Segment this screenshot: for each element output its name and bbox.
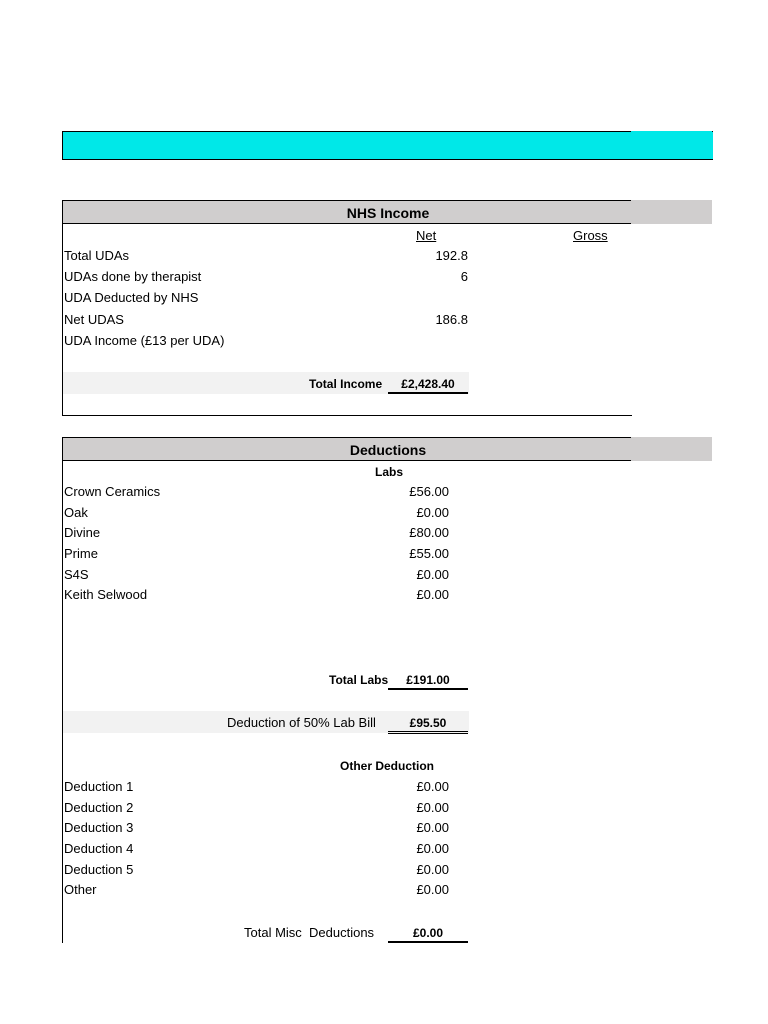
deductions-left-border <box>62 461 63 943</box>
row-label: UDA Income (£13 per UDA) <box>64 333 225 348</box>
other-label: Deduction 4 <box>64 841 134 856</box>
nhs-income-bottom-border <box>62 415 632 416</box>
deductions-header <box>62 437 712 461</box>
lab-value: £0.00 <box>416 505 449 520</box>
lab-label: Prime <box>64 546 98 561</box>
lab-label: Keith Selwood <box>64 587 148 602</box>
row-net-value: 192.8 <box>435 248 468 263</box>
other-value: £0.00 <box>416 820 449 835</box>
lab-label: Oak <box>64 505 88 520</box>
other-label: Deduction 2 <box>64 800 134 815</box>
other-value: £0.00 <box>416 800 449 815</box>
total-labs-value: £191.00 <box>388 673 468 690</box>
lab-value: £80.00 <box>409 525 449 540</box>
col-net-header: Net <box>416 228 437 243</box>
other-value: £0.00 <box>416 841 449 856</box>
other-label: Deduction 5 <box>64 862 134 877</box>
deductions-header-extension <box>631 437 712 461</box>
total-misc-label: Total Misc Deductions <box>244 925 375 940</box>
title-banner <box>62 131 713 160</box>
deductions-title: Deductions <box>349 442 427 458</box>
lab-value: £0.00 <box>416 587 449 602</box>
lab-value: £56.00 <box>409 484 449 499</box>
total-income-label: Total Income <box>309 377 383 391</box>
other-label: Deduction 3 <box>64 820 134 835</box>
lab-deduction-label: Deduction of 50% Lab Bill <box>227 715 376 730</box>
other-value: £0.00 <box>416 862 449 877</box>
nhs-income-header <box>62 200 712 224</box>
labs-heading: Labs <box>375 465 404 479</box>
other-value: £0.00 <box>416 882 449 897</box>
row-label: Net UDAS <box>64 312 124 327</box>
total-misc-value: £0.00 <box>388 926 468 943</box>
col-gross-header: Gross <box>573 228 608 243</box>
lab-value: £0.00 <box>416 567 449 582</box>
nhs-income-title: NHS Income <box>346 205 430 221</box>
other-label: Other <box>64 882 97 897</box>
row-net-value: 6 <box>460 269 468 284</box>
row-label: UDA Deducted by NHS <box>64 290 199 305</box>
lab-label: Divine <box>64 525 101 540</box>
total-income-value: £2,428.40 <box>388 377 468 394</box>
nhs-income-header-extension <box>631 200 712 224</box>
lab-label: S4S <box>64 567 89 582</box>
row-net-value: 186.8 <box>435 312 468 327</box>
other-value: £0.00 <box>416 779 449 794</box>
total-labs-label: Total Labs <box>329 673 389 687</box>
other-deduction-heading: Other Deduction <box>340 759 435 773</box>
lab-value: £55.00 <box>409 546 449 561</box>
other-label: Deduction 1 <box>64 779 134 794</box>
title-banner-extension <box>631 131 712 159</box>
lab-label: Crown Ceramics <box>64 484 161 499</box>
lab-deduction-value: £95.50 <box>388 716 468 734</box>
row-label: UDAs done by therapist <box>64 269 202 284</box>
row-label: Total UDAs <box>64 248 130 263</box>
